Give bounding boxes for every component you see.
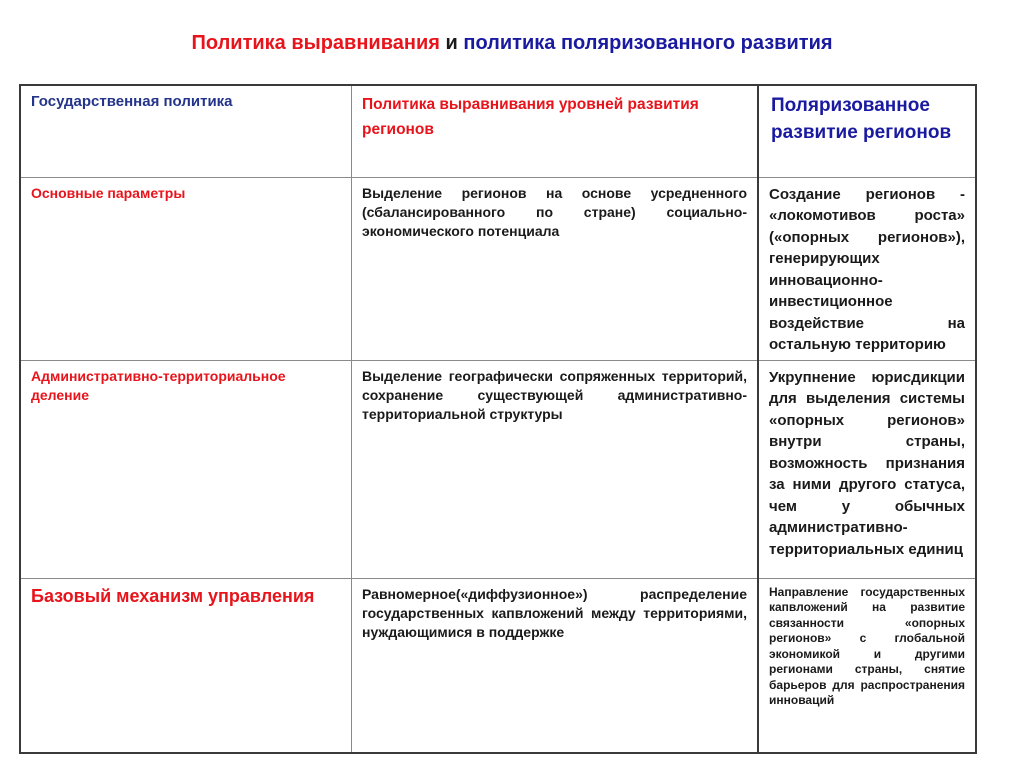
header-state-policy: Государственная политика <box>20 85 352 177</box>
cell-polarized: Направление государственных капвложений на развитие связанности «опорных регионов» с глобальной экономикой и другими регионами страны, снятие барьеров для распространения инноваций <box>758 578 976 753</box>
cell-equalization: Выделение регионов на основе усредненного (сбалансированного по стране) социально-экономического потенциала <box>352 177 759 360</box>
title-conjunction: и <box>445 32 458 54</box>
header-equalization-policy: Политика выравнивания уровней развития регионов <box>352 85 759 177</box>
table-row <box>20 360 976 578</box>
title-part-equalization: Политика выравнивания <box>191 32 440 54</box>
comparison-table <box>19 84 977 754</box>
title-part-polarized: политика поляризованного развития <box>463 32 833 54</box>
table-header-row <box>20 85 976 177</box>
cell-equalization: Выделение географически сопряженных территорий, сохранение существующей административно-территориальной структуры <box>352 360 759 578</box>
cell-polarized: Создание регионов - «локомотивов роста» («опорных регионов»), генерирующих инновационно-инвестиционное воздействие на остальную территорию <box>758 177 976 360</box>
row-label: Основные параметры <box>20 177 352 360</box>
cell-polarized: Укрупнение юрисдикции для выделения системы «опорных регионов» внутри страны, возможность признания за ними другого статуса, чем у обычных административно-территориальных единиц <box>758 360 976 578</box>
header-polarized-development: Поляризованное развитие регионов <box>758 85 976 177</box>
table-row <box>20 177 976 360</box>
row-label: Базовый механизм управления <box>20 578 352 753</box>
cell-equalization: Равномерное(«диффузионное») распределение государственных капвложений между территориями, нуждающимися в поддержке <box>352 578 759 753</box>
row-label: Административно-территориальное деление <box>20 360 352 578</box>
page-title <box>0 32 1024 55</box>
table-row <box>20 578 976 753</box>
